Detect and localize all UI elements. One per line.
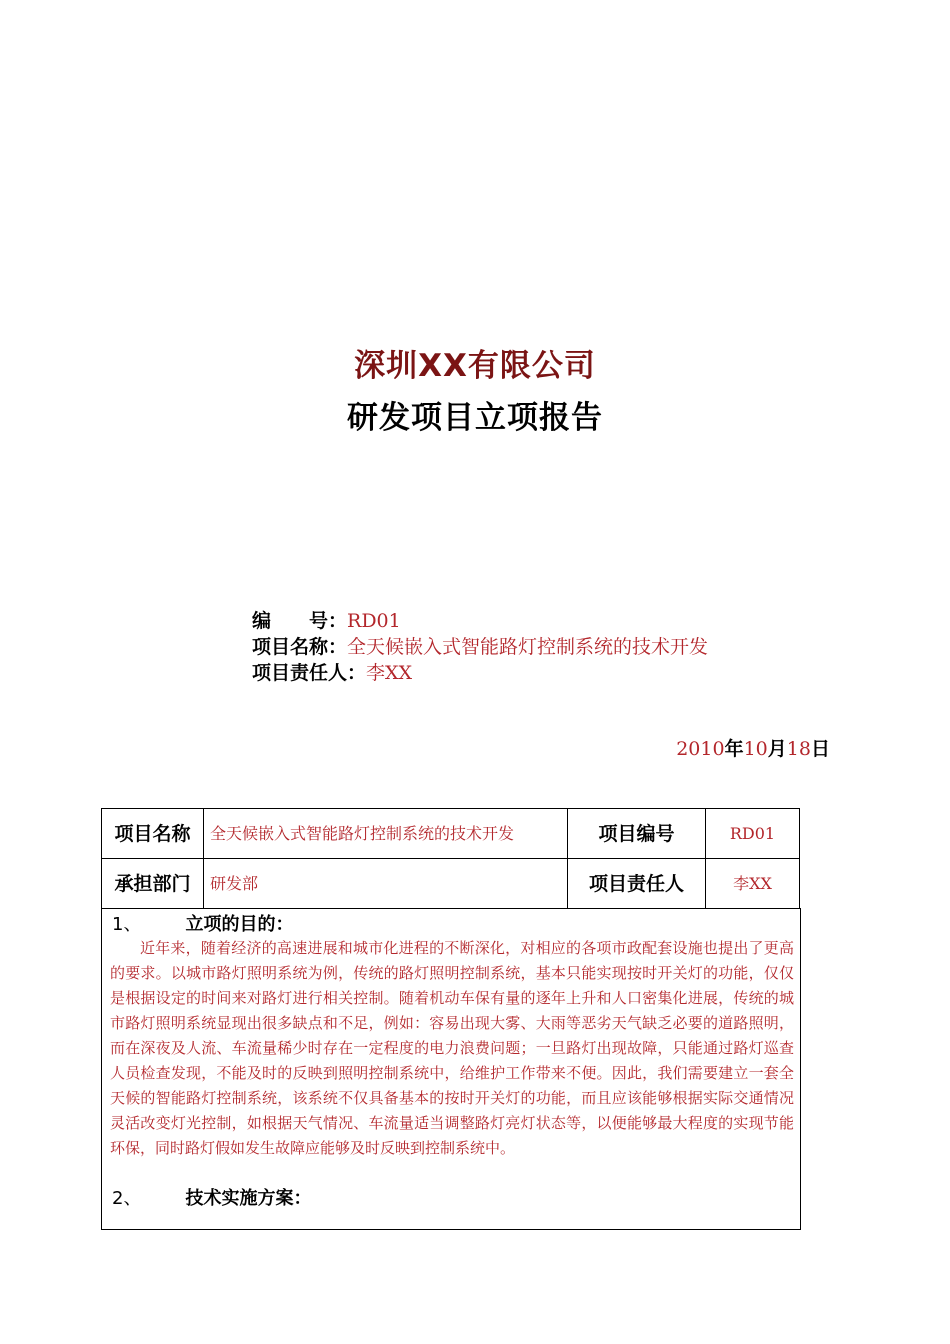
cell-project-number-label: 项目编号 [568,809,706,859]
meta-number-label: 编 号： [252,610,348,632]
cell-owner-label: 项目责任人 [568,859,706,909]
date-year-unit: 年 [724,738,744,760]
meta-number [252,608,401,635]
date-day: 18 [786,738,811,760]
date-month-unit: 月 [767,738,787,760]
date-day-unit: 日 [810,738,830,760]
report-body [101,908,801,1230]
cell-department-label: 承担部门 [102,859,204,909]
project-info-table [101,808,800,909]
meta-name-label: 项目名称： [252,636,348,658]
section-1-number: 1、 [112,914,142,935]
cell-project-name-label: 项目名称 [102,809,204,859]
section-2-heading [112,1184,311,1210]
report-date [676,734,830,761]
meta-name-value: 全天候嵌入式智能路灯控制系统的技术开发 [347,636,709,658]
date-year: 2010 [676,738,725,760]
section-1-body: 近年来，随着经济的高速进展和城市化进程的不断深化，对相应的各项市政配套设施也提出了更高的要求。以城市路灯照明系统为例，传统的路灯照明控制系统，基本只能实现按时开关灯的功能，仅仅是根据设定的时间来对路灯进行相关控制。随着机动车保有量的逐年上升和人口密集化进展，传统的城市路灯照明系统显现出很多缺点和不足，例如：容易出现大雾、大雨等恶劣天气缺乏必要的道路照明，而在深夜及人流、车流量稀少时存在一定程度的电力浪费问题；一旦路灯出现故障，只能通过路灯巡查人员检查发现，不能及时的反映到照明控制系统中，给维护工作带来不便。因此，我们需要建立一套全天候的智能路灯控制系统，该系统不仅具备基本的按时开关灯的功能，而且应该能够根据实际交通情况灵活改变灯光控制，如根据天气情况、车流量适当调整路灯亮灯状态等，以便能够最大程度的实现节能环保，同时路灯假如发生故障应能够及时反映到控制系统中。 [110,939,794,1157]
date-month: 10 [743,738,768,760]
cell-owner-value: 李XX [706,859,800,909]
section-1-title: 立项的目的： [185,914,294,935]
cell-department-value: 研发部 [204,859,568,909]
table-row [102,859,800,909]
cell-project-name-value: 全天候嵌入式智能路灯控制系统的技术开发 [204,809,568,859]
meta-owner-label: 项目责任人： [252,662,367,684]
document-title: 研发项目立项报告 [347,400,603,436]
meta-project-name [252,634,708,661]
meta-owner-value: 李XX [366,662,413,684]
section-2-title: 技术实施方案： [185,1188,312,1209]
section-2-number: 2、 [112,1188,142,1209]
cell-project-number-value: RD01 [706,809,800,859]
meta-owner [252,660,412,687]
meta-number-value: RD01 [347,610,401,632]
company-name: 深圳XX有限公司 [354,348,596,384]
table-row [102,809,800,859]
section-1-heading [112,910,293,936]
